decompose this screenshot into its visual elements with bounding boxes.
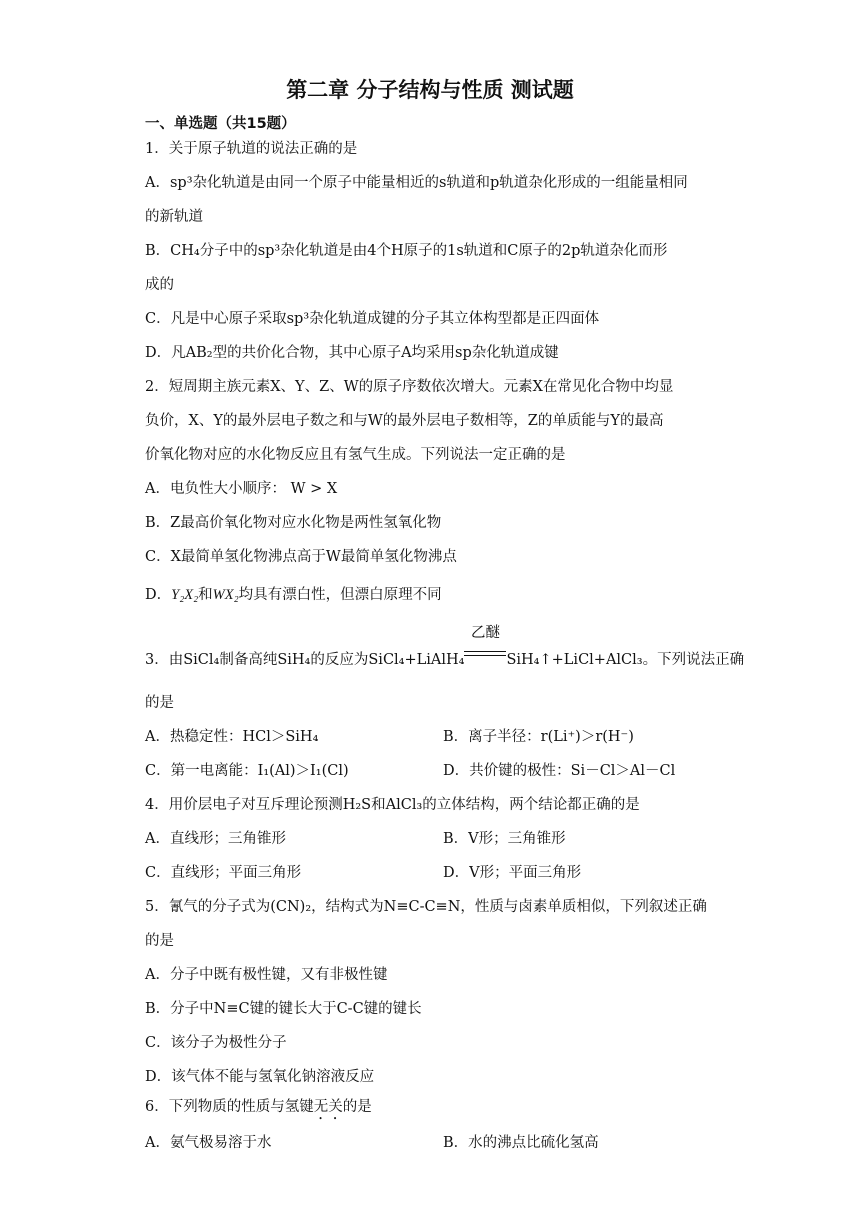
section-heading: 一、单选题（共15题） — [145, 116, 296, 132]
q1-option-a: A．sp³杂化轨道是由同一个原子中能量相近的s轨道和p轨道杂化形成的一组能量相同 — [145, 175, 688, 191]
q5-option-a: A．分子中既有极性键，又有非极性键 — [145, 967, 388, 983]
q3-products: SiH₄↑+LiCl+AlCl₃。下列说法正确 — [506, 652, 745, 668]
q2-option-d-and: 和 — [198, 587, 213, 603]
q3-option-b: B．离子半径：r(Li⁺)＞r(H⁻) — [443, 729, 634, 745]
q1-stem: 1．关于原子轨道的说法正确的是 — [145, 141, 358, 157]
q3-stem-1 — [145, 625, 745, 669]
q6-option-a: A．氨气极易溶于水 — [145, 1135, 272, 1151]
q2-option-b: B．Z最高价氧化物对应水化物是两性氢氧化物 — [145, 515, 442, 531]
q4-stem: 4．用价层电子对互斥理论预测H₂S和AlCl₃的立体结构，两个结论都正确的是 — [145, 797, 640, 813]
q4-option-a: A．直线形；三角锥形 — [145, 831, 286, 847]
q3-option-c: C．第一电离能：I₁(Al)＞I₁(Cl) — [145, 763, 349, 779]
q1-option-a-cont: 的新轨道 — [145, 209, 203, 225]
q1-option-d: D．凡AB₂型的共价化合物，其中心原子A均采用sp杂化轨道成键 — [145, 345, 559, 361]
q2-stem-2: 负价，X、Y的最外层电子数之和与W的最外层电子数相等，Z的单质能与Y的最高 — [145, 413, 664, 429]
formula-y2x2: Y₂X₂ — [171, 587, 199, 603]
q6-option-b: B．水的沸点比硫化氢高 — [443, 1135, 599, 1151]
q6-stem-text: 6．下列物质的性质与氢键 — [145, 1099, 314, 1115]
q4-option-d: D．V形；平面三角形 — [443, 865, 582, 881]
q6-stem-end: 的是 — [342, 1099, 372, 1115]
q3-reactants: 3．由SiCl₄制备高纯SiH₄的反应为SiCl₄+LiAlH₄ — [145, 652, 465, 668]
q3-option-d: D．共价键的极性：Si－Cl＞Al－Cl — [443, 763, 676, 779]
q4-option-c: C．直线形；平面三角形 — [145, 865, 302, 881]
q3-option-a: A．热稳定性：HCl＞SiH₄ — [145, 729, 319, 745]
q5-option-d: D．该气体不能与氢氧化钠溶液反应 — [145, 1069, 375, 1085]
q2-option-d — [145, 586, 442, 604]
q2-option-a: A．电负性大小顺序： W > X — [145, 481, 338, 497]
q2-stem-1: 2．短周期主族元素X、Y、Z、W的原子序数依次增大。元素X在常见化合物中均显 — [145, 379, 674, 395]
reaction-arrow — [464, 625, 506, 664]
q1-option-c: C．凡是中心原子采取sp³杂化轨道成键的分子其立体构型都是正四面体 — [145, 311, 600, 327]
formula-wx2: WX₂ — [212, 587, 239, 603]
q1-option-b: B．CH₄分子中的sp³杂化轨道是由4个H原子的1s轨道和C原子的2p轨道杂化而形 — [145, 243, 668, 259]
q2-option-d-text: 均具有漂白性，但漂白原理不同 — [238, 587, 442, 603]
reaction-condition: 乙醚 — [470, 625, 500, 641]
q5-stem-2: 的是 — [145, 933, 174, 949]
q2-stem-3: 价氧化物对应的水化物反应且有氢气生成。下列说法一定正确的是 — [145, 447, 566, 463]
q2-option-c: C．X最简单氢化物沸点高于W最简单氢化物沸点 — [145, 549, 457, 565]
q1-option-b-cont: 成的 — [145, 277, 174, 293]
q6-emphasis: 无关 — [313, 1099, 343, 1115]
q6-stem — [145, 1098, 372, 1123]
q4-option-b: B．V形；三角锥形 — [443, 831, 566, 847]
q5-stem-1: 5．氰气的分子式为(CN)₂，结构式为N≡C-C≡N，性质与卤素单质相似，下列叙述正确 — [145, 899, 707, 915]
q5-option-c: C．该分子为极性分子 — [145, 1035, 287, 1051]
q2-option-d-label: D． — [145, 587, 172, 603]
q3-stem-2: 的是 — [145, 695, 174, 711]
q5-option-b: B．分子中N≡C键的键长大于C-C键的键长 — [145, 1001, 422, 1017]
page-title: 第二章 分子结构与性质 测试题 — [286, 78, 574, 102]
